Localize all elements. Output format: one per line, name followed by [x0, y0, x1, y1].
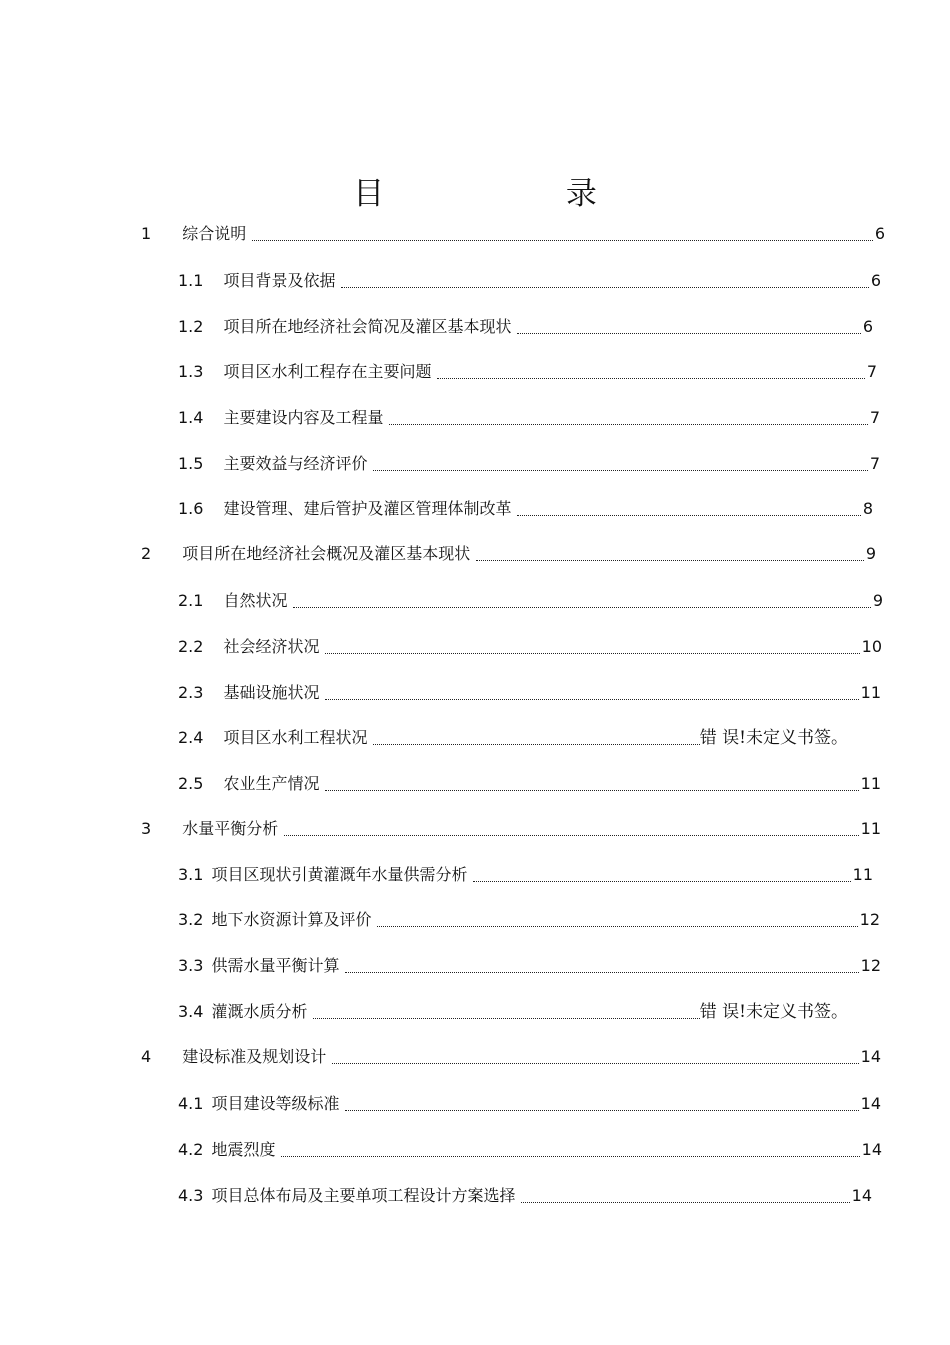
- toc-entry[interactable]: [178, 313, 873, 337]
- toc-entry-text: 项目总体布局及主要单项工程设计方案选择: [211, 1186, 516, 1205]
- toc-entry[interactable]: [178, 267, 881, 291]
- toc-entry-page: 11: [852, 865, 873, 884]
- toc-entry-number: 2: [141, 544, 152, 563]
- toc-entry[interactable]: [178, 633, 882, 657]
- toc-entry-label: [178, 637, 319, 657]
- toc-entry-text: 项目建设等级标准: [211, 1094, 340, 1113]
- toc-entry-label: [178, 1186, 515, 1206]
- toc-leader-dots: [325, 789, 858, 791]
- toc-entry-page: 12: [859, 910, 880, 929]
- toc-entry-label: [178, 774, 319, 794]
- toc-entry-page: 11: [860, 819, 881, 838]
- toc-entry-page: 7: [869, 454, 880, 473]
- toc-leader-dots: [252, 239, 873, 241]
- toc-leader-dots: [341, 286, 868, 288]
- toc-entry-page: 9: [865, 544, 876, 563]
- toc-entry-page: 7: [869, 408, 880, 427]
- toc-entry-label: [141, 544, 470, 564]
- toc-entry[interactable]: [178, 906, 880, 930]
- toc-entry-label: [178, 362, 431, 382]
- toc-entry-page: 错 误!未定义书签。: [699, 728, 848, 748]
- toc-leader-dots: [325, 698, 858, 700]
- toc-entry-text: 基础设施状况: [223, 683, 320, 702]
- toc-entry-label: [178, 728, 367, 748]
- toc-entry-label: [141, 224, 246, 244]
- toc-entry-number: 3.3: [178, 956, 204, 975]
- toc-entry[interactable]: [178, 679, 881, 703]
- toc-entry-label: [178, 317, 511, 337]
- toc-entry-number: 2.5: [178, 774, 204, 793]
- toc-entry-text: 主要建设内容及工程量: [223, 408, 384, 427]
- toc-leader-dots: [345, 971, 858, 973]
- toc-leader-dots: [517, 514, 860, 516]
- toc-entry[interactable]: [178, 1090, 881, 1114]
- toc-entry-text: 地下水资源计算及评价: [211, 910, 372, 929]
- toc-entry-label: [178, 454, 367, 474]
- toc-entry-page: 10: [861, 637, 882, 656]
- toc-entry-page: 11: [860, 774, 881, 793]
- toc-entry-label: [178, 1094, 339, 1114]
- toc-entry-page: 8: [862, 499, 873, 518]
- toc-entry-label: [178, 499, 511, 519]
- toc-leader-dots: [373, 743, 699, 745]
- toc-title: 目 录: [353, 176, 683, 212]
- toc-entry-number: 2.3: [178, 683, 204, 702]
- toc-leader-dots: [373, 469, 867, 471]
- toc-entry-label: [178, 408, 383, 428]
- toc-entry-label: [178, 1140, 275, 1160]
- toc-entry[interactable]: [178, 495, 873, 519]
- toc-entry-text: 项目区水利工程存在主要问题: [223, 362, 432, 381]
- toc-entry-number: 1.4: [178, 408, 204, 427]
- toc-entry-page: 11: [860, 683, 881, 702]
- toc-entry-text: 自然状况: [223, 591, 288, 610]
- toc-entry-page: 6: [862, 317, 873, 336]
- toc-entry[interactable]: [178, 770, 881, 794]
- toc-entry[interactable]: [141, 540, 876, 564]
- toc-leader-dots: [437, 377, 864, 379]
- toc-leader-dots: [325, 652, 859, 654]
- toc-entry-number: 4.1: [178, 1094, 204, 1113]
- toc-entry[interactable]: [141, 1043, 881, 1067]
- toc-entry-label: [178, 271, 335, 291]
- toc-entry-label: [178, 865, 467, 885]
- toc-entry-number: 4: [141, 1047, 152, 1066]
- toc-leader-dots: [521, 1201, 849, 1203]
- toc-entry-number: 2.2: [178, 637, 204, 656]
- toc-entry-page: 错 误!未定义书签。: [699, 1002, 848, 1022]
- toc-entry[interactable]: [178, 861, 873, 885]
- toc-entry[interactable]: [178, 450, 880, 474]
- toc-entry[interactable]: [178, 952, 881, 976]
- toc-entry-number: 1.5: [178, 454, 204, 473]
- toc-leader-dots: [517, 332, 860, 334]
- toc-entry[interactable]: [141, 220, 885, 244]
- toc-entry[interactable]: [141, 815, 881, 839]
- toc-entry-number: 1.1: [178, 271, 204, 290]
- toc-entry[interactable]: [178, 358, 877, 382]
- toc-entry-text: 供需水量平衡计算: [211, 956, 340, 975]
- toc-entry-text: 项目区现状引黄灌溉年水量供需分析: [211, 865, 468, 884]
- toc-entry[interactable]: [178, 998, 848, 1022]
- toc-entry-number: 2.1: [178, 591, 204, 610]
- toc-entry-label: [141, 819, 278, 839]
- toc-entry-number: 3: [141, 819, 152, 838]
- toc-entry-text: 建设标准及规划设计: [182, 1047, 327, 1066]
- toc-entry-text: 主要效益与经济评价: [223, 454, 368, 473]
- toc-entry-number: 3.2: [178, 910, 204, 929]
- toc-entry-text: 建设管理、建后管护及灌区管理体制改革: [223, 499, 512, 518]
- toc-leader-dots: [281, 1155, 859, 1157]
- toc-leader-dots: [313, 1017, 699, 1019]
- toc-entry-text: 灌溉水质分析: [211, 1002, 308, 1021]
- toc-entry-number: 3.4: [178, 1002, 204, 1021]
- toc-entry-page: 9: [872, 591, 883, 610]
- toc-entry-number: 1: [141, 224, 152, 243]
- toc-entry-number: 1.2: [178, 317, 204, 336]
- toc-entry-number: 4.3: [178, 1186, 204, 1205]
- toc-entry[interactable]: [178, 404, 880, 428]
- toc-entry-text: 社会经济状况: [223, 637, 320, 656]
- toc-entry-number: 3.1: [178, 865, 204, 884]
- toc-entry-page: 6: [874, 224, 885, 243]
- toc-entry-text: 项目所在地经济社会简况及灌区基本现状: [223, 317, 512, 336]
- toc-entry-label: [141, 1047, 326, 1067]
- toc-entry[interactable]: [178, 1136, 882, 1160]
- toc-leader-dots: [332, 1062, 858, 1064]
- toc-leader-dots: [293, 606, 870, 608]
- toc-entry-number: 1.6: [178, 499, 204, 518]
- toc-entry-text: 项目区水利工程状况: [223, 728, 368, 747]
- toc-leader-dots: [476, 559, 864, 561]
- toc-entry-page: 14: [861, 1140, 882, 1159]
- toc-entry-text: 项目所在地经济社会概况及灌区基本现状: [182, 544, 471, 563]
- toc-entry-page: 7: [866, 362, 877, 381]
- toc-entry[interactable]: [178, 1182, 872, 1206]
- toc-entry-label: [178, 591, 287, 611]
- toc-entry-label: [178, 956, 339, 976]
- toc-leader-dots: [284, 834, 858, 836]
- toc-leader-dots: [377, 925, 857, 927]
- toc-entry-page: 14: [860, 1094, 881, 1113]
- toc-entry-number: 4.2: [178, 1140, 204, 1159]
- toc-entry-page: 14: [860, 1047, 881, 1066]
- toc-entry-text: 地震烈度: [211, 1140, 276, 1159]
- toc-entry-page: 6: [870, 271, 881, 290]
- toc-entry-label: [178, 1002, 307, 1022]
- toc-entry[interactable]: [178, 587, 883, 611]
- toc-entry-text: 综合说明: [182, 224, 247, 243]
- toc-entry-number: 1.3: [178, 362, 204, 381]
- toc-entry-page: 12: [860, 956, 881, 975]
- toc-leader-dots: [473, 880, 850, 882]
- toc-leader-dots: [345, 1109, 858, 1111]
- toc-entry-text: 项目背景及依据: [223, 271, 336, 290]
- toc-entry[interactable]: [178, 724, 848, 748]
- toc-entry-text: 水量平衡分析: [182, 819, 279, 838]
- toc-entry-text: 农业生产情况: [223, 774, 320, 793]
- toc-leader-dots: [389, 423, 867, 425]
- toc-entry-label: [178, 683, 319, 703]
- toc-entry-page: 14: [851, 1186, 872, 1205]
- toc-entry-label: [178, 910, 371, 930]
- toc-entry-number: 2.4: [178, 728, 204, 747]
